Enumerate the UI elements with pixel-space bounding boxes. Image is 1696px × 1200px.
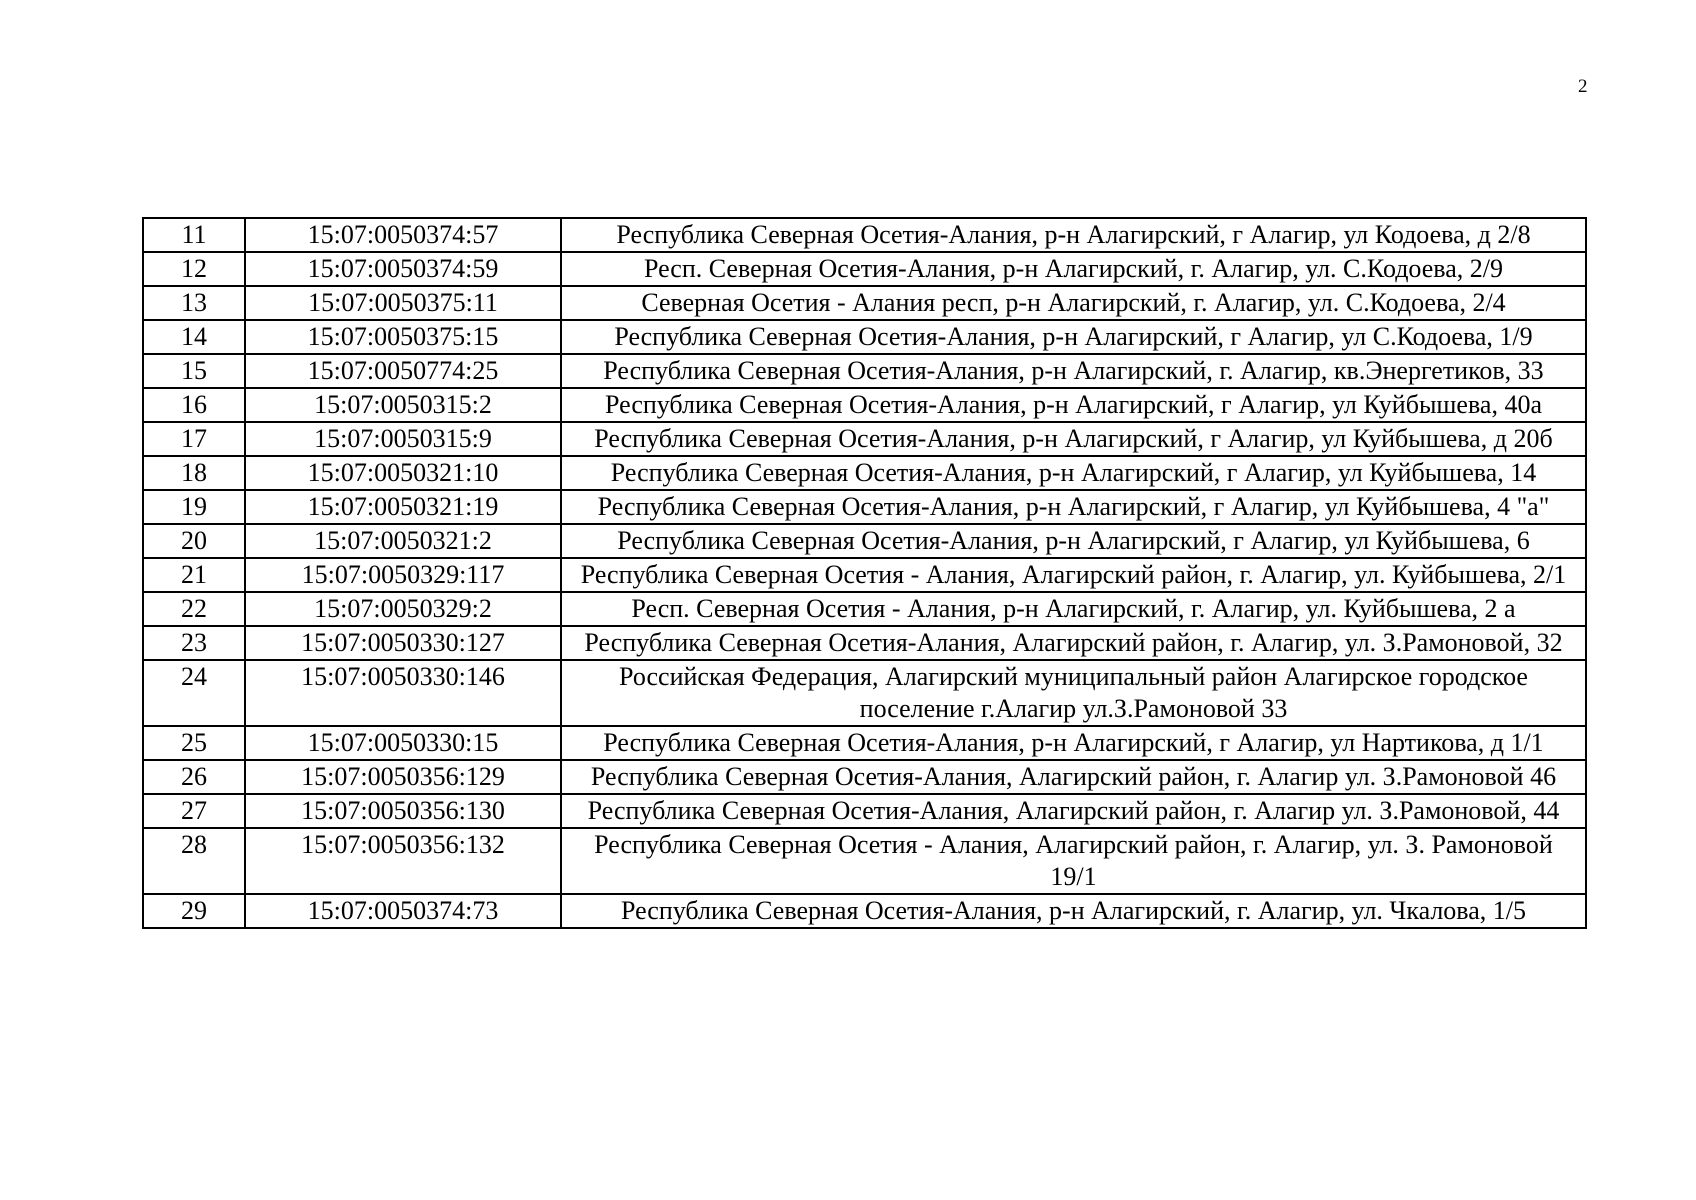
row-number-cell: 27 <box>143 794 245 828</box>
table-row <box>143 626 1586 660</box>
row-number-cell: 23 <box>143 626 245 660</box>
table-row <box>143 388 1586 422</box>
cadastral-number-cell: 15:07:0050315:9 <box>245 422 561 456</box>
address-cell: Республика Северная Осетия-Алания, р-н Алагирский, г Алагир, ул Куйбышева, 4 "а" <box>561 490 1586 524</box>
address-cell: Республика Северная Осетия-Алания, р-н Алагирский, г. Алагир, ул. Чкалова, 1/5 <box>561 894 1586 928</box>
address-cell: Республика Северная Осетия - Алания, Алагирский район, г. Алагир, ул. З. Рамоновой 19/1 <box>561 828 1586 894</box>
table-row <box>143 558 1586 592</box>
address-cell: Республика Северная Осетия-Алания, р-н Алагирский, г Алагир, ул Куйбышева, д 20б <box>561 422 1586 456</box>
row-number-cell: 13 <box>143 286 245 320</box>
address-cell: Респ. Северная Осетия-Алания, р-н Алагирский, г. Алагир, ул. С.Кодоева, 2/9 <box>561 252 1586 286</box>
table-row <box>143 894 1586 928</box>
row-number-cell: 20 <box>143 524 245 558</box>
row-number-cell: 24 <box>143 660 245 726</box>
cadastral-number-cell: 15:07:0050329:117 <box>245 558 561 592</box>
cadastral-number-cell: 15:07:0050374:59 <box>245 252 561 286</box>
table-body <box>143 218 1586 928</box>
address-cell: Республика Северная Осетия-Алания, р-н Алагирский, г Алагир, ул Кодоева, д 2/8 <box>561 218 1586 252</box>
table-row <box>143 794 1586 828</box>
table-row <box>143 660 1586 726</box>
cadastral-number-cell: 15:07:0050374:57 <box>245 218 561 252</box>
address-cell: Северная Осетия - Алания респ, р-н Алагирский, г. Алагир, ул. С.Кодоева, 2/4 <box>561 286 1586 320</box>
address-cell: Республика Северная Осетия-Алания, р-н Алагирский, г Алагир, ул С.Кодоева, 1/9 <box>561 320 1586 354</box>
table-row <box>143 218 1586 252</box>
cadastral-number-cell: 15:07:0050330:15 <box>245 726 561 760</box>
table-row <box>143 490 1586 524</box>
address-cell: Респ. Северная Осетия - Алания, р-н Алагирский, г. Алагир, ул. Куйбышева, 2 а <box>561 592 1586 626</box>
row-number-cell: 11 <box>143 218 245 252</box>
cadastral-number-cell: 15:07:0050375:11 <box>245 286 561 320</box>
row-number-cell: 12 <box>143 252 245 286</box>
cadastral-number-cell: 15:07:0050330:127 <box>245 626 561 660</box>
table-row <box>143 456 1586 490</box>
row-number-cell: 25 <box>143 726 245 760</box>
cadastral-number-cell: 15:07:0050329:2 <box>245 592 561 626</box>
table-row <box>143 422 1586 456</box>
address-cell: Российская Федерация, Алагирский муниципальный район Алагирское городское поселение г.Алагир ул.З.Рамоновой 33 <box>561 660 1586 726</box>
table-row <box>143 828 1586 894</box>
address-cell: Республика Северная Осетия-Алания, р-н Алагирский, г Алагир, ул Нартикова, д 1/1 <box>561 726 1586 760</box>
address-cell: Республика Северная Осетия-Алания, Алагирский район, г. Алагир ул. З.Рамоновой, 44 <box>561 794 1586 828</box>
cadastral-number-cell: 15:07:0050356:130 <box>245 794 561 828</box>
cadastral-number-cell: 15:07:0050774:25 <box>245 354 561 388</box>
property-table <box>142 217 1587 929</box>
row-number-cell: 26 <box>143 760 245 794</box>
cadastral-number-cell: 15:07:0050356:132 <box>245 828 561 894</box>
table-row <box>143 592 1586 626</box>
cadastral-number-cell: 15:07:0050315:2 <box>245 388 561 422</box>
row-number-cell: 15 <box>143 354 245 388</box>
table-row <box>143 354 1586 388</box>
cadastral-number-cell: 15:07:0050374:73 <box>245 894 561 928</box>
address-cell: Республика Северная Осетия-Алания, р-н Алагирский, г. Алагир, кв.Энергетиков, 33 <box>561 354 1586 388</box>
row-number-cell: 16 <box>143 388 245 422</box>
row-number-cell: 29 <box>143 894 245 928</box>
table-row <box>143 760 1586 794</box>
row-number-cell: 21 <box>143 558 245 592</box>
address-cell: Республика Северная Осетия-Алания, р-н Алагирский, г Алагир, ул Куйбышева, 40а <box>561 388 1586 422</box>
table-row <box>143 726 1586 760</box>
address-cell: Республика Северная Осетия-Алания, р-н Алагирский, г Алагир, ул Куйбышева, 6 <box>561 524 1586 558</box>
table-row <box>143 524 1586 558</box>
row-number-cell: 22 <box>143 592 245 626</box>
table-row <box>143 286 1586 320</box>
row-number-cell: 28 <box>143 828 245 894</box>
table-row <box>143 252 1586 286</box>
address-cell: Республика Северная Осетия - Алания, Алагирский район, г. Алагир, ул. Куйбышева, 2/1 <box>561 558 1586 592</box>
row-number-cell: 17 <box>143 422 245 456</box>
address-cell: Республика Северная Осетия-Алания, Алагирский район, г. Алагир ул. З.Рамоновой 46 <box>561 760 1586 794</box>
row-number-cell: 14 <box>143 320 245 354</box>
table-row <box>143 320 1586 354</box>
row-number-cell: 19 <box>143 490 245 524</box>
row-number-cell: 18 <box>143 456 245 490</box>
page-number: 2 <box>1578 76 1588 97</box>
address-cell: Республика Северная Осетия-Алания, Алагирский район, г. Алагир, ул. З.Рамоновой, 32 <box>561 626 1586 660</box>
cadastral-number-cell: 15:07:0050321:10 <box>245 456 561 490</box>
cadastral-number-cell: 15:07:0050375:15 <box>245 320 561 354</box>
cadastral-number-cell: 15:07:0050321:19 <box>245 490 561 524</box>
cadastral-number-cell: 15:07:0050321:2 <box>245 524 561 558</box>
address-cell: Республика Северная Осетия-Алания, р-н Алагирский, г Алагир, ул Куйбышева, 14 <box>561 456 1586 490</box>
cadastral-number-cell: 15:07:0050330:146 <box>245 660 561 726</box>
cadastral-number-cell: 15:07:0050356:129 <box>245 760 561 794</box>
